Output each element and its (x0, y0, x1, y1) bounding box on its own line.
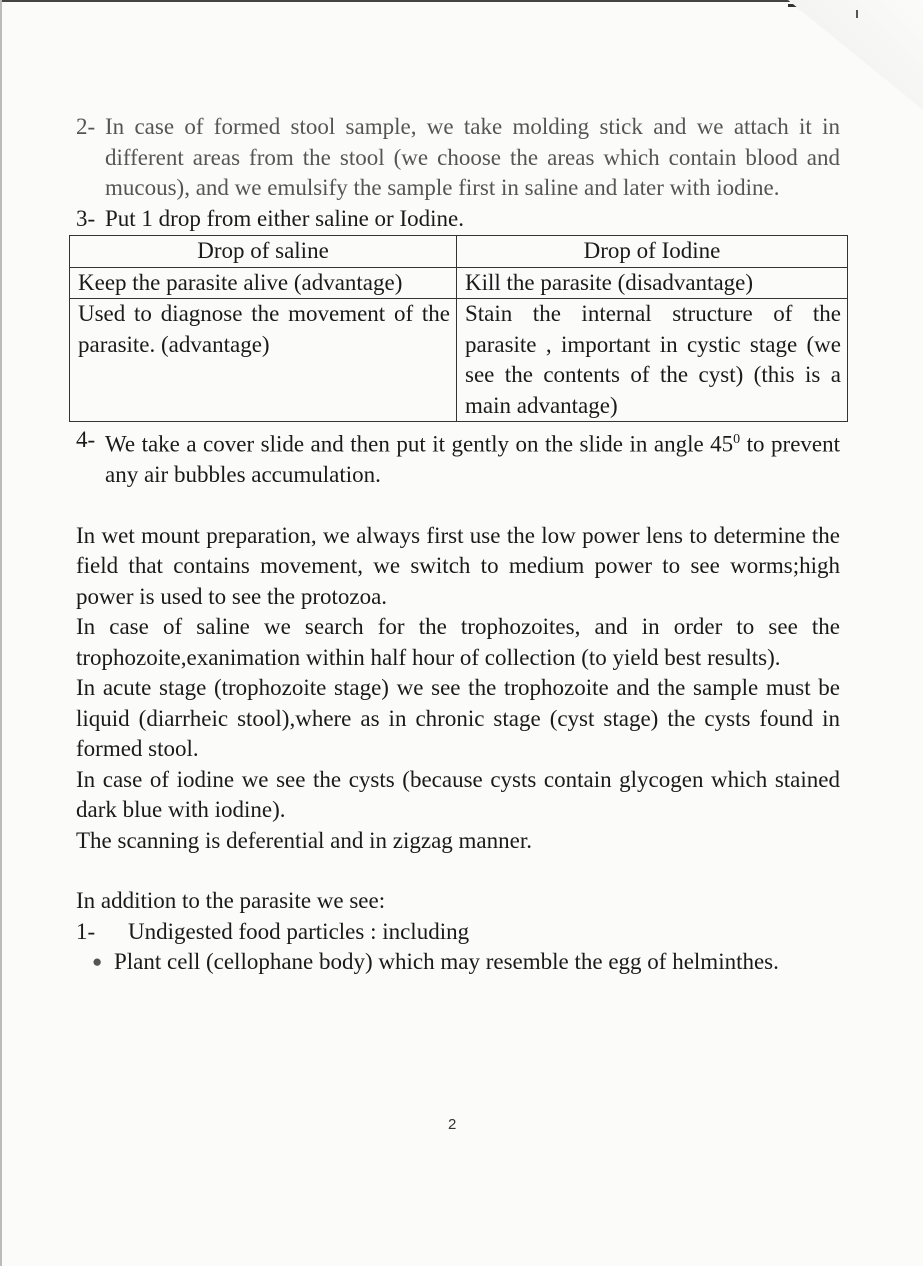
step-text: In case of formed stool sample, we take molding stick and we attach it in different areas from the stool (we choose the areas which contain blood and mucous), and we emulsify the sample first in saline and later with iodine. (105, 114, 840, 200)
list-text: Undigested food particles : including (128, 918, 470, 944)
page-top-edge (0, 0, 790, 2)
step-4 (76, 425, 840, 491)
bullet-item (92, 947, 840, 978)
step-3 (76, 204, 840, 235)
page-left-edge (0, 0, 2, 1266)
step-text-main: We take a cover slide and then put it gently on the slide in angle 45 (105, 431, 734, 457)
step-text (105, 425, 840, 491)
fold-mark (856, 10, 858, 18)
list-item (76, 917, 840, 948)
paragraph-saline: In case of saline we search for the trophozoites, and in order to see the trophozoite,exanimation within half hour of collection (to yield best results). (76, 614, 840, 670)
table-cell: Kill the parasite (disadvantage) (457, 267, 848, 299)
document-body (76, 112, 840, 978)
step-number: 2- (76, 114, 96, 139)
step-text-cont: to prevent any air bubbles accumulation. (105, 431, 841, 488)
page-number: 2 (448, 1116, 457, 1133)
addition-intro: In addition to the parasite we see: (76, 888, 386, 914)
table-cell: Keep the parasite alive (advantage) (70, 267, 457, 299)
paragraph-iodine: In case of iodine we see the cysts (because cysts contain glycogen which stained dark blue with iodine). (76, 766, 840, 823)
table-header-iodine: Drop of Iodine (457, 236, 848, 268)
paragraph-wet-mount: In wet mount preparation, we always first use the low power lens to determine the field that contains movement, we switch to medium power to see worms;high power is used to see the protozoa. (76, 522, 840, 609)
step-number: 4- (76, 427, 96, 452)
spacer (76, 856, 840, 886)
degree-superscript: 0 (733, 432, 741, 447)
bullet-icon: ● (92, 952, 103, 972)
table-row (70, 267, 848, 299)
bullet-text: Plant cell (cellophane body) which may resemble the egg of helminthes. (114, 949, 779, 975)
comparison-table (69, 235, 848, 422)
paragraph-acute-stage: In acute stage (trophozoite stage) we see the trophozoite and the sample must be liquid (diarrheic stool),where as in chronic stage (cyst stage) the cysts found in formed stool. (76, 675, 840, 762)
table-header-row (70, 236, 848, 268)
list-number: 1- (76, 918, 96, 944)
table-row (70, 299, 848, 422)
step-2 (76, 112, 840, 204)
step-text: Put 1 drop from either saline or Iodine. (105, 205, 464, 231)
step-number: 3- (76, 205, 96, 231)
spacer (76, 491, 840, 521)
table-cell: Stain the internal structure of the parasite , important in cystic stage (we see the contents of the cyst) (this is a main advantage) (457, 299, 848, 422)
paragraph-scanning: The scanning is deferential and in zigzag manner. (76, 827, 532, 853)
table-cell: Used to diagnose the movement of the parasite. (advantage) (70, 299, 457, 422)
table-header-saline: Drop of saline (70, 236, 457, 268)
